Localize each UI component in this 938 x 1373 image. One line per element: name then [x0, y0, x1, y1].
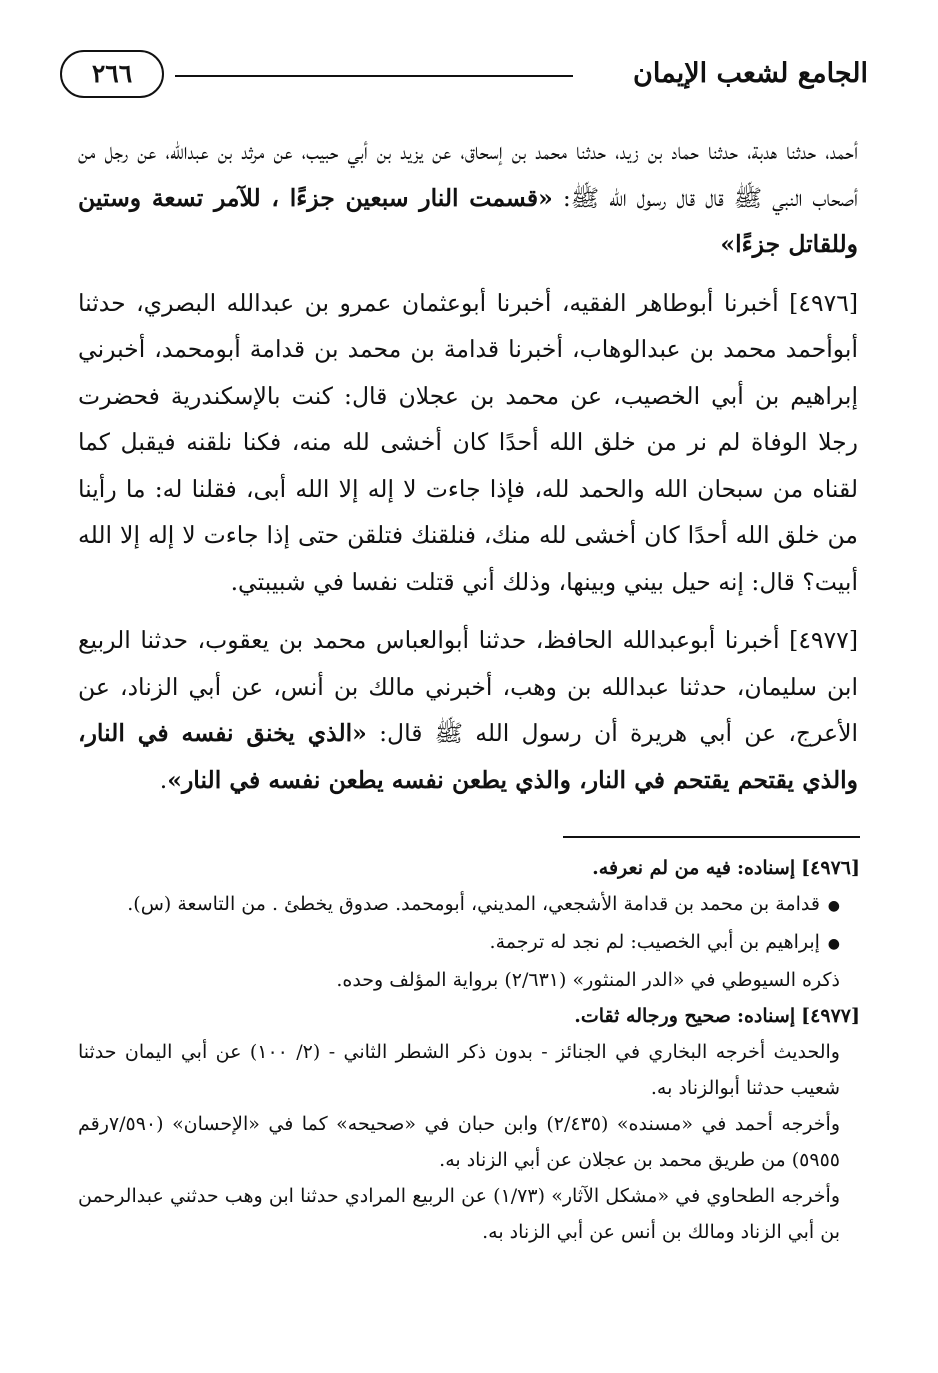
footnote-label: إسناده:: [736, 1005, 796, 1027]
footnote-heading: [78, 998, 860, 1034]
narrator-note: [78, 886, 860, 924]
narrator-note-text: إبراهيم بن أبي الخصيب: لم نجد له ترجمة.: [489, 931, 820, 953]
page-number: ٢٦٦: [60, 50, 164, 98]
paragraph-line: أحمد، حدثنا هدبة، حدثنا حماد بن زيد، حدثنا محمد بن إسحاق، عن يزيد بن أبي: [347, 137, 858, 165]
isnad-text: أخبرنا أبوطاهر الفقيه، أخبرنا أبوعثمان عمرو بن عبدالله البصري، حدثنا أبوأحمد محمد بن عبدالوهاب، أخبرنا قدامة بن محمد بن قدامة أبومحمد، أخبرني إبراهيم بن أبي الخصيب، عن محمد بن عجلان قال: كنت بالإسكندرية فحضرت رجلا الوفاة لم نر من خلق الله أحدًا كان أخشى لله منه، فكنا نلقنه فيقبل كما لقناه من سبحان الله والحمد لله، فإذا جاءت لا إله إلا الله أبى، فقلنا له: ما رأينا من خلق الله أحدًا كان أخشى لله منك، فنلقنك فتلقن حتى إذا جاءت لا إله إلا الله أبيت؟ قال: إنه حيل بيني وبينها، وذلك أني قتلت نفسا في شبيبتي.: [78, 288, 858, 596]
bullet-icon: ●: [827, 898, 840, 914]
running-header: [60, 50, 868, 106]
hadith-text: «قسمت النار سبعين جزءًا ، للآمر تسعة وستين وللقاتل جزءًا»: [78, 183, 858, 258]
header-rule: [175, 75, 573, 77]
isnad-text: أخبرنا أبوعبدالله الحافظ، حدثنا أبوالعباس محمد بن يعقوب، حدثنا الربيع ابن سليمان، حدثنا عبدالله بن وهب، أخبرني مالك بن أنس، عن أبي الزناد، عن الأعرج، عن أبي هريرة أن رسول الله ﷺ قال:: [78, 626, 859, 747]
footnote-verdict: صحيح ورجاله ثقات.: [574, 1005, 731, 1027]
footnote-separator: [563, 836, 860, 838]
book-title: الجامع لشعب الإيمان: [633, 58, 868, 89]
source-note: ذكره السيوطي في «الدر المنثور» (٢/٦٣١) برواية المؤلف وحده.: [336, 969, 840, 991]
hadith-entry-4976: [78, 280, 858, 606]
takhrij-note: والحديث أخرجه البخاري في الجنائز - بدون ذكر الشطر الثاني - (٢/ ١٠٠) عن أبي اليمان حدثنا شعيب حدثنا أبوالزناد به.: [78, 1041, 840, 1099]
takhrij-note: وأخرجه الطحاوي في «مشكل الآثار» (١/٧٣) عن الربيع المرادي حدثنا ابن وهب حدثني عبدالرحمن بن أبي الزناد ومالك بن أنس عن أبي الزناد به.: [78, 1185, 841, 1243]
footnote-verdict: فيه من لم نعرفه.: [592, 857, 731, 879]
footnote-label: إسناده:: [736, 857, 796, 879]
hadith-number: [٤٩٧٧]: [789, 626, 858, 654]
footnotes: [78, 850, 860, 1250]
footnote-number: [٤٩٧٧]: [801, 1005, 860, 1027]
paragraph-continued: [78, 128, 858, 268]
hadith-number: [٤٩٧٦]: [789, 288, 858, 317]
paragraph-line: حبيب، عن مرثد بن عبدالله، عن رجل من أصحاب النبي ﷺ قال قال رسول الله ﷺ:: [78, 137, 858, 212]
hadith-entry-4977: [78, 617, 858, 803]
closing-period: .: [159, 765, 168, 794]
footnote-heading: [78, 850, 860, 886]
narrator-note: [78, 924, 860, 962]
takhrij-note: وأخرجه أحمد في «مسنده» (٢/٤٣٥) وابن حبان في «صحيحه» كما في «الإحسان» (٧/٥٩٠رقم ٥٩٥٥) من طريق محمد بن عجلان عن أبي الزناد به.: [78, 1113, 841, 1171]
bullet-icon: ●: [827, 936, 840, 952]
main-text: [78, 128, 858, 803]
footnote-number: [٤٩٧٦]: [801, 857, 860, 879]
hadith-text: «الذي يخنق نفسه في النار، والذي يقتحم يقتحم في النار، والذي يطعن نفسه يطعن نفسه في النار»: [78, 719, 858, 794]
narrator-note-text: قدامة بن محمد بن قدامة الأشجعي، المديني، أبومحمد. صدوق يخطئ . من التاسعة (س).: [127, 893, 820, 915]
